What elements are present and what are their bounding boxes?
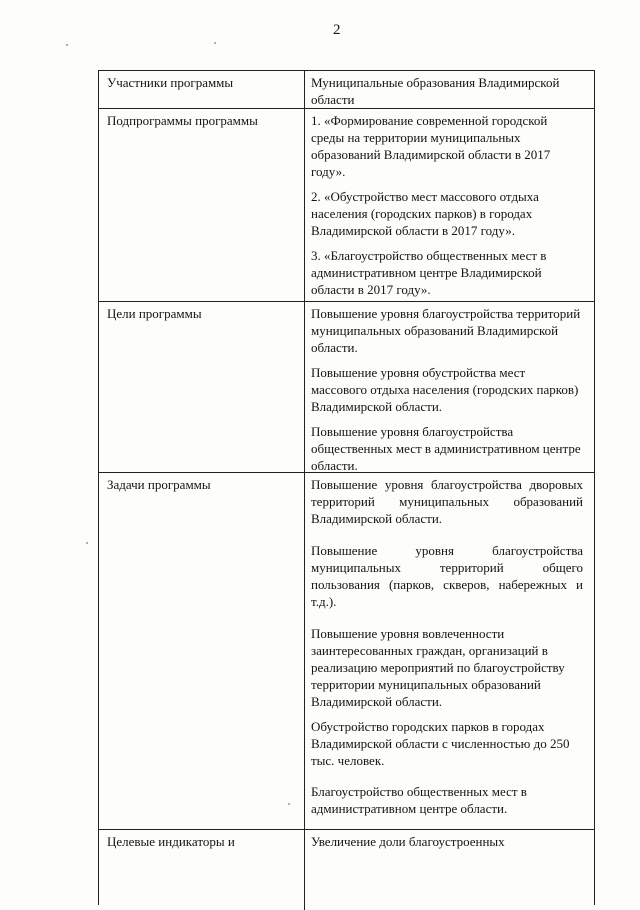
row-paragraph: Повышение уровня благоустройства территорий муниципальных образований Владимирской области.	[311, 306, 581, 355]
row-paragraph: Повышение уровня благоустройства общественных мест в административном центре области.	[311, 424, 581, 473]
scan-speck	[288, 803, 290, 805]
scan-speck	[66, 44, 68, 46]
row-paragraph: 3. «Благоустройство общественных мест в административном центре Владимирской области в 2017 году».	[311, 248, 547, 297]
passport-table	[98, 70, 595, 905]
row-paragraph: Повышение уровня благоустройства дворовых территорий муниципальных образований Владимирской области.	[311, 477, 583, 526]
column-divider	[304, 830, 305, 910]
row-label: Задачи программы	[107, 477, 211, 492]
row-paragraph: Благоустройство общественных мест в административном центре области.	[311, 784, 527, 816]
page-number: 2	[333, 22, 341, 38]
row-paragraph: Повышение уровня обустройства мест массового отдыха населения (городских парков) Владимирской области.	[311, 365, 579, 414]
row-value	[311, 74, 583, 108]
column-divider	[304, 302, 305, 472]
row-value	[311, 112, 583, 306]
row-paragraph: Повышение уровня благоустройства муниципальных территорий общего пользования (парков, скверов, набережных и т.д.).	[311, 543, 583, 609]
column-divider	[304, 473, 305, 829]
row-value	[311, 305, 583, 482]
column-divider	[304, 71, 305, 108]
row-paragraph: Увеличение доли благоустроенных	[311, 834, 505, 849]
row-value	[311, 476, 583, 817]
row-paragraph: Повышение уровня вовлеченности заинтересованных граждан, организаций в реализацию мероприятий по благоустройству территории муниципальных образований Владимирской области.	[311, 626, 565, 709]
table-row-participants	[99, 71, 594, 109]
row-paragraph: Муниципальные образования Владимирской области	[311, 75, 560, 107]
table-row-tasks	[99, 473, 594, 830]
column-divider	[304, 109, 305, 301]
row-label: Подпрограммы программы	[107, 113, 258, 128]
scan-speck	[86, 542, 88, 544]
scan-speck	[214, 42, 216, 44]
row-label: Цели программы	[107, 306, 202, 321]
table-row-subprograms	[99, 109, 594, 302]
table-row-indicators	[99, 830, 594, 910]
row-paragraph: Обустройство городских парков в городах Владимирской области с численностью до 250 тыс. человек.	[311, 719, 570, 768]
row-value	[311, 833, 583, 858]
row-label: Участники программы	[107, 75, 234, 90]
row-paragraph: 2. «Обустройство мест массового отдыха населения (городских парков) в городах Владимирской области в 2017 году».	[311, 189, 539, 238]
table-row-goals	[99, 302, 594, 473]
row-label: Целевые индикаторы и	[107, 834, 235, 849]
row-paragraph: 1. «Формирование современной городской среды на территории муниципальных образований Владимирской области в 2017 году».	[311, 113, 551, 179]
